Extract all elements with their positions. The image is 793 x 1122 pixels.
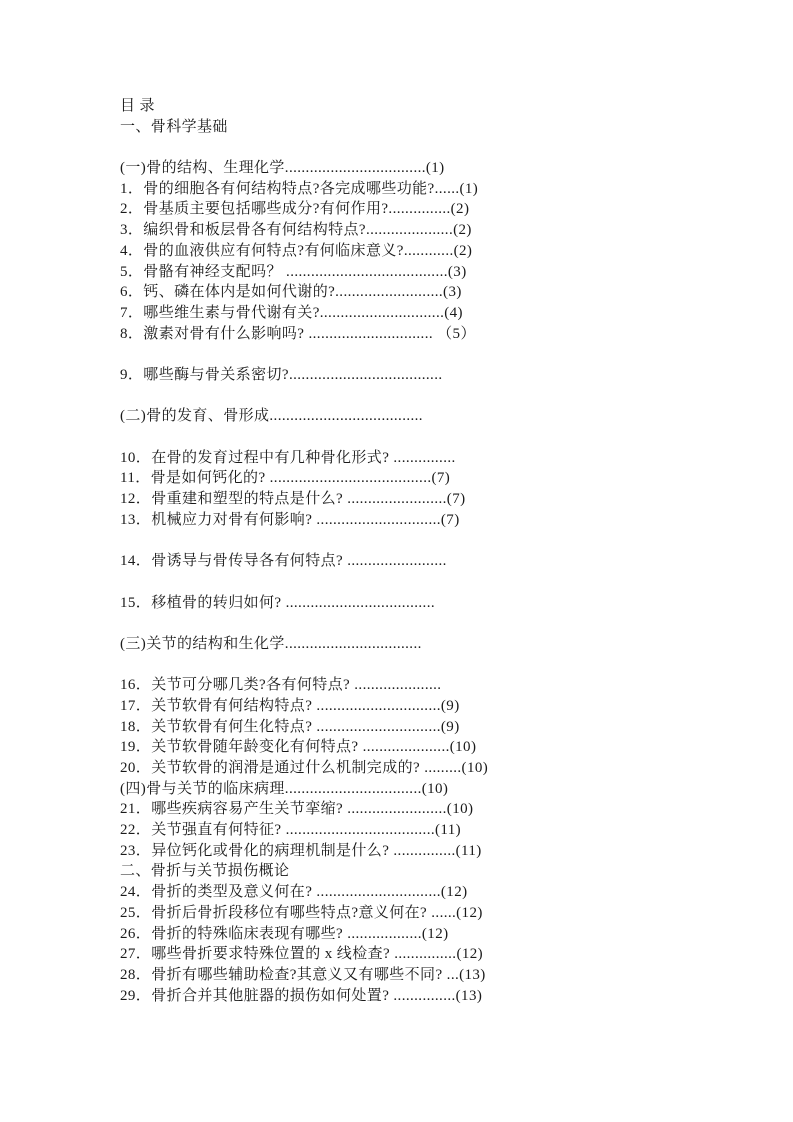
toc-entry: 24．骨折的类型及意义何在? ..............................(12) <box>120 884 468 901</box>
blank-line <box>120 572 740 593</box>
toc-entry: 14．骨诱导与骨传导各有何特点? ........................ <box>120 553 447 570</box>
chapter-heading: 一、骨科学基础 <box>120 118 228 135</box>
toc-entry: 3．编织骨和板层骨各有何结构特点?.....................(2) <box>120 222 472 239</box>
blank-line <box>120 137 740 158</box>
section-entry: (二)骨的发育、骨形成..................................... <box>120 408 423 425</box>
toc-entry: 2．骨基质主要包括哪些成分?有何作用?...............(2) <box>120 201 470 218</box>
toc-entry: 11．骨是如何钙化的? .......................................(7) <box>120 470 451 487</box>
section-entry: (一)骨的结构、生理化学..................................(1) <box>120 160 445 177</box>
toc-entry: 13．机械应力对骨有何影响? ..............................(7) <box>120 511 460 528</box>
toc-entry: 1．骨的细胞各有何结构特点?各完成哪些功能?......(1) <box>120 180 479 197</box>
blank-line <box>120 344 740 365</box>
section-entry: (三)关节的结构和生化学................................. <box>120 635 422 652</box>
toc-entry: 9．哪些酶与骨关系密切?..................................... <box>120 366 443 383</box>
section-entry: (四)骨与关节的临床病理.................................(10) <box>120 780 449 797</box>
toc-entry: 29．骨折合并其他脏器的损伤如何处置? ...............(13) <box>120 987 483 1004</box>
blank-line <box>120 655 740 676</box>
toc-entry: 22．关节强直有何特征? ....................................(11) <box>120 822 462 839</box>
toc-entry: 27．哪些骨折要求特殊位置的 x 线检查? ...............(12) <box>120 946 484 963</box>
toc-entry: 4．骨的血液供应有何特点?有何临床意义?............(2) <box>120 242 473 259</box>
toc-entry: 15．移植骨的转归如何? .................................... <box>120 594 436 611</box>
toc-entry: 7．哪些维生素与骨代谢有关?..............................(4) <box>120 304 463 321</box>
toc-entry: 16．关节可分哪几类?各有何特点? ..................... <box>120 677 442 694</box>
toc-entry: 17．关节软骨有何结构特点? ..............................(9) <box>120 697 460 714</box>
toc-entry: 5．骨骼有神经支配吗？ .......................................(3) <box>120 263 467 280</box>
toc-entry: 28．骨折有哪些辅助检查?其意义又有哪些不同? ...(13) <box>120 966 486 983</box>
blank-line <box>120 530 740 551</box>
table-of-contents <box>120 96 740 1006</box>
toc-entry: 10．在骨的发育过程中有几种骨化形式? ............... <box>120 449 456 466</box>
toc-entry: 18．关节软骨有何生化特点? ..............................(9) <box>120 718 460 735</box>
toc-title: 目 录 <box>120 98 155 114</box>
toc-entry: 26．骨折的特殊临床表现有哪些? ..................(12) <box>120 925 449 942</box>
toc-entry: 23．异位钙化或骨化的病理机制是什么? ...............(11) <box>120 842 482 859</box>
toc-entry: 6．钙、磷在体内是如何代谢的?..........................(3) <box>120 284 462 301</box>
toc-entry: 12．骨重建和塑型的特点是什么? ........................(7) <box>120 491 466 508</box>
blank-line <box>120 386 740 407</box>
toc-entry: 19．关节软骨随年龄变化有何特点? .....................(10) <box>120 739 477 756</box>
blank-line <box>120 613 740 634</box>
toc-entry: 20．关节软骨的润滑是通过什么机制完成的? .........(10) <box>120 760 489 776</box>
chapter-heading: 二、骨折与关节损伤概论 <box>120 863 290 880</box>
blank-line <box>120 427 740 448</box>
toc-entry: 25．骨折后骨折段移位有哪些特点?意义何在? ......(12) <box>120 904 483 921</box>
toc-entry: 8．激素对骨有什么影响吗? .............................. （5） <box>120 325 476 342</box>
toc-entry: 21．哪些疾病容易产生关节挛缩? ........................(10) <box>120 801 474 818</box>
